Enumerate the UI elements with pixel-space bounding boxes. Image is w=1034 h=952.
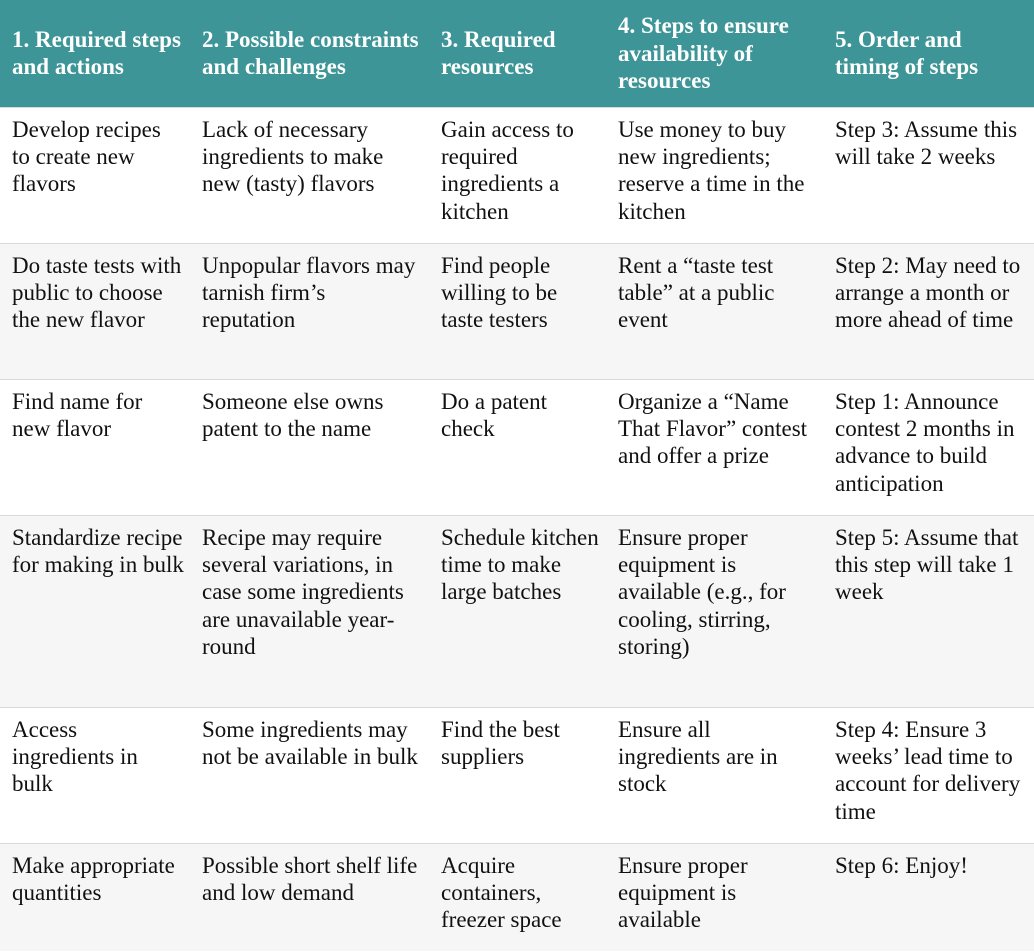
table-cell: Step 3: Assume this will take 2 weeks bbox=[823, 107, 1034, 243]
header-order-timing: 5. Order and timing of steps bbox=[835, 26, 979, 80]
table-cell: Step 5: Assume that this step will take 1 week bbox=[823, 515, 1034, 707]
table-cell: Gain access to required ingredients a kitchen bbox=[429, 107, 606, 243]
table-cell: Schedule kitchen time to make large batches bbox=[429, 515, 606, 707]
header-row bbox=[0, 0, 1034, 107]
table-cell: Step 2: May need to arrange a month or more ahead of time bbox=[823, 243, 1034, 379]
table-cell: Organize a “Name That Flavor” contest and offer a prize bbox=[606, 379, 823, 515]
table-cell: Acquire containers, freezer space bbox=[429, 843, 606, 951]
table-cell: Ensure proper equipment is available (e.g., for cooling, stirring, storing) bbox=[606, 515, 823, 707]
table-cell: Someone else owns patent to the name bbox=[190, 379, 429, 515]
table-cell: Make appropriate quantities bbox=[0, 843, 190, 951]
table-cell: Recipe may require several variations, in case some ingredients are unavailable year-round bbox=[190, 515, 429, 707]
table-cell: Find people willing to be taste testers bbox=[429, 243, 606, 379]
table-cell: Some ingredients may not be available in bulk bbox=[190, 707, 429, 843]
table-row bbox=[0, 379, 1034, 515]
table-row bbox=[0, 843, 1034, 951]
table-cell: Step 4: Ensure 3 weeks’ lead time to account for delivery time bbox=[823, 707, 1034, 843]
table-cell: Lack of necessary ingredients to make new (tasty) flavors bbox=[190, 107, 429, 243]
table-cell: Unpopular flavors may tarnish firm’s reputation bbox=[190, 243, 429, 379]
table-cell: Do taste tests with public to choose the new flavor bbox=[0, 243, 190, 379]
table-row bbox=[0, 243, 1034, 379]
table-body bbox=[0, 107, 1034, 951]
table-row bbox=[0, 707, 1034, 843]
table-cell: Access ingredients in bulk bbox=[0, 707, 190, 843]
header-required-resources: 3. Required resources bbox=[441, 26, 556, 80]
table-cell: Do a patent check bbox=[429, 379, 606, 515]
table-cell: Use money to buy new ingredients; reserve a time in the kitchen bbox=[606, 107, 823, 243]
table-header bbox=[0, 0, 1034, 107]
table-cell: Ensure proper equipment is available bbox=[606, 843, 823, 951]
table-cell: Standardize recipe for making in bulk bbox=[0, 515, 190, 707]
table-cell: Find name for new flavor bbox=[0, 379, 190, 515]
table-row bbox=[0, 107, 1034, 243]
table-cell: Step 6: Enjoy! bbox=[823, 843, 1034, 951]
table-row bbox=[0, 515, 1034, 707]
table-cell: Develop recipes to create new flavors bbox=[0, 107, 190, 243]
table-cell: Rent a “taste test table” at a public event bbox=[606, 243, 823, 379]
table-cell: Ensure all ingredients are in stock bbox=[606, 707, 823, 843]
header-constraints: 2. Possible constraints and challenges bbox=[202, 26, 419, 80]
table-cell: Find the best suppliers bbox=[429, 707, 606, 843]
header-required-steps: 1. Required steps and actions bbox=[12, 26, 181, 80]
table-cell: Step 1: Announce contest 2 months in advance to build anticipation bbox=[823, 379, 1034, 515]
header-ensure-availability: 4. Steps to ensure availability of resources bbox=[618, 13, 789, 93]
table-cell: Possible short shelf life and low demand bbox=[190, 843, 429, 951]
